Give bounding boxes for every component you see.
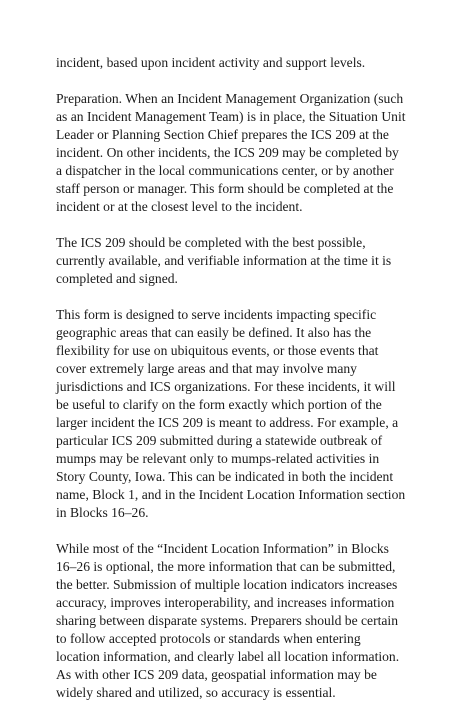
text-line: to follow accepted protocols or standards when entering [56, 631, 361, 646]
text-line: cover extremely large areas and that may involve many [56, 361, 357, 376]
paragraph-4 [56, 306, 434, 522]
text-line: mumps may be relevant only to mumps-related activities in [56, 451, 380, 466]
text-line: incident or at the closest level to the incident. [56, 199, 303, 214]
text-line: geographic areas that can easily be defined. It also has the [56, 325, 372, 340]
text-line: incident, based upon incident activity and support levels. [56, 55, 366, 70]
text-line: Story County, Iowa. This can be indicated in both the incident [56, 469, 394, 484]
text-line: As with other ICS 209 data, geospatial information may be [56, 667, 377, 682]
text-line: widely shared and utilized, so accuracy is essential. [56, 685, 336, 700]
text-line: name, Block 1, and in the Incident Location Information section [56, 487, 406, 502]
text-line: completed and signed. [56, 271, 178, 286]
text-line: flexibility for use on ubiquitous events, or those events that [56, 343, 379, 358]
text-line: the better. Submission of multiple location indicators increases [56, 577, 398, 592]
text-line: be useful to clarify on the form exactly which portion of the [56, 397, 382, 412]
text-line: jurisdictions and ICS organizations. For these incidents, it will [56, 379, 396, 394]
text-line: Leader or Planning Section Chief prepares the ICS 209 at the [56, 127, 389, 142]
text-line: particular ICS 209 submitted during a statewide outbreak of [56, 433, 383, 448]
text-line: While most of the “Incident Location Information” in Blocks [56, 541, 389, 556]
paragraph-1 [56, 54, 434, 72]
text-line: This form is designed to serve incidents impacting specific [56, 307, 377, 322]
text-line: as an Incident Management Team) is in place, the Situation Unit [56, 109, 406, 124]
text-line: accuracy, improves interoperability, and increases information [56, 595, 395, 610]
text-line: staff person or manager. This form should be completed at the [56, 181, 394, 196]
text-line: incident. On other incidents, the ICS 209 may be completed by [56, 145, 399, 160]
paragraph-2 [56, 90, 434, 216]
text-line: The ICS 209 should be completed with the best possible, [56, 235, 366, 250]
document-body [56, 54, 434, 702]
text-line: Preparation. When an Incident Management Organization (such [56, 91, 404, 106]
paragraph-3 [56, 234, 434, 288]
paragraph-5 [56, 540, 434, 702]
text-line: larger incident the ICS 209 is meant to address. For example, a [56, 415, 399, 430]
text-line: a dispatcher in the local communications center, or by another [56, 163, 394, 178]
text-line: currently available, and verifiable information at the time it is [56, 253, 392, 268]
text-line: in Blocks 16–26. [56, 505, 149, 520]
text-line: location information, and clearly label all location information. [56, 649, 400, 664]
text-line: 16–26 is optional, the more information that can be submitted, [56, 559, 396, 574]
text-line: sharing between disparate systems. Preparers should be certain [56, 613, 399, 628]
